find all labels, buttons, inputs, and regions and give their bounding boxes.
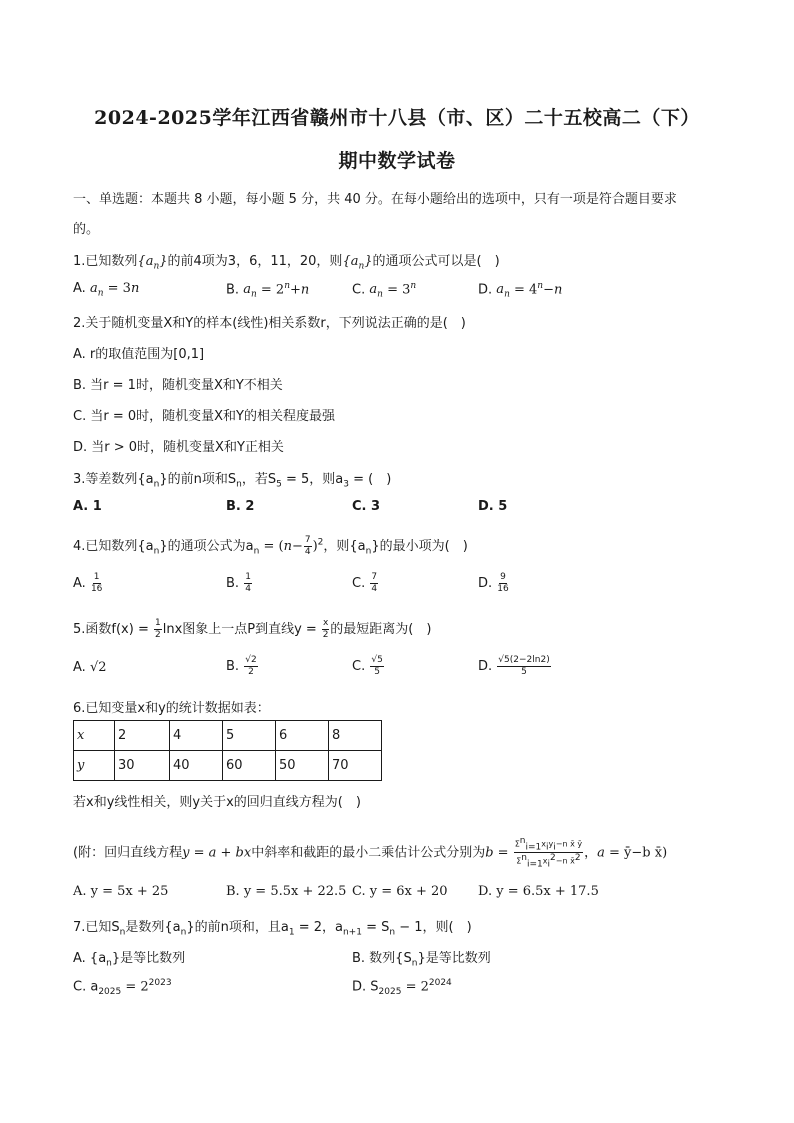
q4-stem: 4.已知数列$\{a_n\}$的通项公式为$a_n = (n-$ $\frac{7}{4}$ )$^2$，则$\{a_n\}$的最小项为( ) [73,535,468,557]
table-cell: y [74,751,115,781]
table-cell: 4 [170,721,223,751]
q6-stem: 6.已知变量x和y的统计数据如表： [73,701,270,716]
q6-option-c[interactable]: C. y = 6x + 20 [352,884,448,899]
q7-option-a[interactable]: A. $\{a_n\}$是等比数列 [73,951,186,969]
q7-option-b[interactable]: B. 数列$\{S_n\}$是等比数列 [352,951,491,969]
q3-option-d[interactable]: D. 5 [478,499,508,514]
q3-option-b[interactable]: B. 2 [226,499,255,514]
q5-option-a[interactable]: A. √2 [73,660,107,675]
q4-option-d[interactable]: D. $\frac{9}{16}$ [478,572,509,594]
q1-option-b[interactable]: B. $a_n = 2^n+n$ [226,281,310,300]
table-cell: 40 [170,751,223,781]
table-cell: 50 [276,751,329,781]
table-cell: x [74,721,115,751]
q1-option-a[interactable]: A. $a_n = 3n$ [73,281,140,299]
q4-option-b[interactable]: B. $\frac{1}{4}$ [226,572,251,594]
q4-option-c[interactable]: C. $\frac{7}{4}$ [352,572,378,594]
q5-option-d[interactable]: D. $\frac{√5(2-2\ln 2)}{5}$ [478,655,550,677]
q7-stem: 7.已知$S_n$是数列$\{a_n\}$的前n项和，且$a_1 = 2$，$a_{n+1} = S_n - 1$，则( ) [73,920,472,938]
q1-option-c[interactable]: C. $a_n = 3^n$ [352,281,417,300]
q7-option-d[interactable]: D. $S_{2025} = 2^{2024}$ [352,978,452,997]
table-cell: 60 [223,751,276,781]
table-cell: 70 [329,751,382,781]
exam-title-line1: 2024-2025学年江西省赣州市十八县（市、区）二十五校高二（下） [94,107,700,129]
q5-stem: 5.函数f(x) = $\frac{1}{2}$ lnx图象上一点P到直线y = $\frac{x}{2}$ 的最短距离为( ) [73,618,432,640]
q3-option-c[interactable]: C. 3 [352,499,381,514]
q5-option-b[interactable]: B. $\frac{√2}{2}$ [226,655,257,677]
q2-option-a[interactable]: A. r的取值范围为[0,1] [73,347,205,362]
q6-option-b[interactable]: B. y = 5.5x + 22.5 [226,884,347,899]
q1-stem: 1.已知数列$\{a_n\}$的前4项为3，6，11，20，则$\{a_n\}$的通项公式可以是( ) [73,254,500,272]
table-cell: 6 [276,721,329,751]
table-cell: 8 [329,721,382,751]
q7-option-c[interactable]: C. $a_{2025} = 2^{2023}$ [73,978,172,997]
q6-data-table [73,720,382,781]
q4-option-a[interactable]: A. $\frac{1}{16}$ [73,572,103,594]
q6-relation: 若x和y线性相关，则y关于x的回归直线方程为( ) [73,795,361,810]
q2-stem: 2.关于随机变量X和Y的样本(线性)相关系数r，下列说法正确的是( ) [73,316,466,331]
table-row [74,751,382,781]
q1-option-d[interactable]: D. $a_n = 4^n-n$ [478,281,563,300]
table-cell: 5 [223,721,276,751]
q2-option-b[interactable]: B. 当r = 1时，随机变量X和Y不相关 [73,378,283,393]
table-cell: 2 [115,721,170,751]
section-intro-line2: 的。 [73,222,100,237]
q5-option-c[interactable]: C. $\frac{√5}{5}$ [352,655,383,677]
section-intro-line1: 一、单选题：本题共 8 小题，每小题 5 分，共 40 分。在每小题给出的选项中，只有一项是符合题目要求 [73,192,677,207]
q2-option-c[interactable]: C. 当r = 0时，随机变量X和Y的相关程度最强 [73,409,335,424]
table-cell: 30 [115,751,170,781]
table-row [74,721,382,751]
q6-formula-note: (附：回归直线方程y = a + bx中斜率和截距的最小二乘估计公式分别为b = $\frac{\Sigma^n_{i=1}x_iy_i-n x̄ ȳ}{\Sigma^n_{i=1}x_i^2-n x̄^2}$ ，a = ȳ−b x̄) [73,836,668,870]
q3-option-a[interactable]: A. 1 [73,499,102,514]
exam-title-line2: 期中数学试卷 [338,150,456,172]
q6-option-d[interactable]: D. y = 6.5x + 17.5 [478,884,599,899]
q2-option-d[interactable]: D. 当r > 0时，随机变量X和Y正相关 [73,440,284,455]
q3-stem: 3.等差数列$\{a_n\}$的前n项和$S_n$，若$S_5 = 5$，则$a_3$ = ( ) [73,472,392,490]
q6-option-a[interactable]: A. y = 5x + 25 [73,884,169,899]
